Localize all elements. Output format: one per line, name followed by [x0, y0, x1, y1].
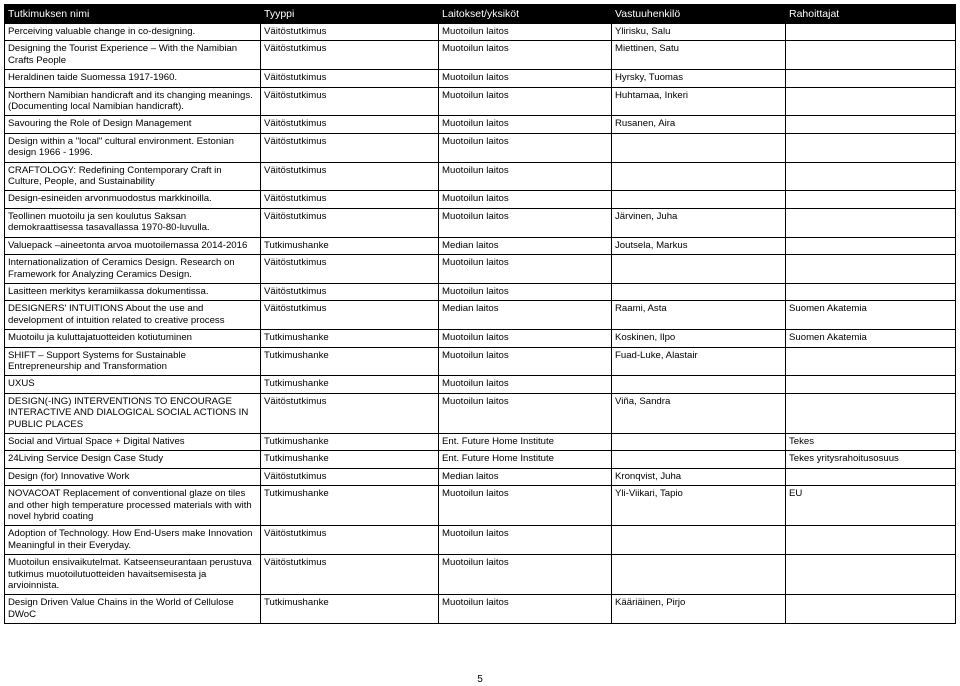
cell-title: 24Living Service Design Case Study: [5, 451, 261, 468]
cell-funder: [786, 133, 956, 162]
cell-title: Heraldinen taide Suomessa 1917-1960.: [5, 70, 261, 87]
table-row: [5, 376, 956, 393]
table-row: [5, 116, 956, 133]
cell-title: Adoption of Technology. How End-Users make Innovation Meaningful in their Everyday.: [5, 526, 261, 555]
cell-responsible: Koskinen, Ilpo: [612, 330, 786, 347]
cell-department: Muotoilun laitos: [439, 24, 612, 41]
cell-responsible: [612, 451, 786, 468]
cell-department: Ent. Future Home Institute: [439, 433, 612, 450]
cell-funder: Tekes: [786, 433, 956, 450]
column-header: Tyyppi: [261, 5, 439, 24]
cell-funder: Tekes yritysrahoitusosuus: [786, 451, 956, 468]
cell-title: UXUS: [5, 376, 261, 393]
cell-responsible: [612, 433, 786, 450]
table-row: [5, 41, 956, 70]
cell-funder: [786, 208, 956, 237]
table-row: [5, 433, 956, 450]
cell-funder: Suomen Akatemia: [786, 330, 956, 347]
table-row: [5, 468, 956, 485]
cell-funder: [786, 24, 956, 41]
cell-funder: [786, 162, 956, 191]
cell-responsible: Yli-Viikari, Tapio: [612, 486, 786, 526]
page-number: 5: [477, 674, 483, 685]
cell-funder: [786, 595, 956, 624]
cell-type: Väitöstutkimus: [261, 116, 439, 133]
header-row: [5, 5, 956, 24]
cell-type: Tutkimushanke: [261, 433, 439, 450]
cell-funder: [786, 393, 956, 433]
cell-title: Teollinen muotoilu ja sen koulutus Saksan demokraattisessa tasavallassa 1970-80-luvulla.: [5, 208, 261, 237]
research-table: [4, 4, 956, 624]
cell-title: Internationalization of Ceramics Design. Research on Framework for Analyzing Ceramics Design.: [5, 255, 261, 284]
cell-responsible: [612, 555, 786, 595]
cell-department: Muotoilun laitos: [439, 486, 612, 526]
cell-type: Tutkimushanke: [261, 347, 439, 376]
cell-responsible: Joutsela, Markus: [612, 237, 786, 254]
cell-department: Muotoilun laitos: [439, 208, 612, 237]
cell-type: Väitöstutkimus: [261, 87, 439, 116]
cell-funder: [786, 283, 956, 300]
cell-title: Designing the Tourist Experience – With the Namibian Crafts People: [5, 41, 261, 70]
cell-type: Väitöstutkimus: [261, 283, 439, 300]
table-row: [5, 393, 956, 433]
cell-type: Tutkimushanke: [261, 376, 439, 393]
cell-department: Muotoilun laitos: [439, 283, 612, 300]
cell-department: Muotoilun laitos: [439, 87, 612, 116]
cell-responsible: Kääriäinen, Pirjo: [612, 595, 786, 624]
cell-funder: [786, 41, 956, 70]
cell-responsible: Miettinen, Satu: [612, 41, 786, 70]
cell-title: Northern Namibian handicraft and its changing meanings. (Documenting local Namibian handicraft).: [5, 87, 261, 116]
cell-title: DESIGNERS' INTUITIONS About the use and development of intuition related to creative process: [5, 301, 261, 330]
cell-type: Tutkimushanke: [261, 237, 439, 254]
cell-type: Väitöstutkimus: [261, 555, 439, 595]
cell-responsible: Fuad-Luke, Alastair: [612, 347, 786, 376]
cell-funder: Suomen Akatemia: [786, 301, 956, 330]
cell-type: Väitöstutkimus: [261, 162, 439, 191]
cell-department: Median laitos: [439, 468, 612, 485]
cell-title: NOVACOAT Replacement of conventional glaze on tiles and other high temperature processed materials with with novel hybrid coating: [5, 486, 261, 526]
table-row: [5, 451, 956, 468]
cell-funder: [786, 555, 956, 595]
cell-funder: [786, 116, 956, 133]
cell-department: Muotoilun laitos: [439, 255, 612, 284]
cell-department: Muotoilun laitos: [439, 393, 612, 433]
cell-title: Savouring the Role of Design Management: [5, 116, 261, 133]
cell-department: Muotoilun laitos: [439, 526, 612, 555]
cell-responsible: Viña, Sandra: [612, 393, 786, 433]
cell-title: CRAFTOLOGY: Redefining Contemporary Craft in Culture, People, and Sustainability: [5, 162, 261, 191]
cell-type: Väitöstutkimus: [261, 191, 439, 208]
table-row: [5, 133, 956, 162]
cell-type: Tutkimushanke: [261, 486, 439, 526]
column-header: Vastuuhenkilö: [612, 5, 786, 24]
cell-title: Lasitteen merkitys keramiikassa dokumentissa.: [5, 283, 261, 300]
cell-funder: [786, 255, 956, 284]
cell-responsible: Hyrsky, Tuomas: [612, 70, 786, 87]
table-row: [5, 526, 956, 555]
table-row: [5, 486, 956, 526]
cell-responsible: [612, 162, 786, 191]
table-body: [5, 24, 956, 624]
cell-department: Median laitos: [439, 237, 612, 254]
table-row: [5, 162, 956, 191]
cell-department: Muotoilun laitos: [439, 41, 612, 70]
table-row: [5, 208, 956, 237]
cell-responsible: [612, 133, 786, 162]
cell-funder: [786, 526, 956, 555]
cell-title: Design (for) Innovative Work: [5, 468, 261, 485]
cell-responsible: [612, 283, 786, 300]
table-row: [5, 283, 956, 300]
table-row: [5, 595, 956, 624]
column-header: Laitokset/yksiköt: [439, 5, 612, 24]
cell-department: Muotoilun laitos: [439, 191, 612, 208]
cell-funder: [786, 87, 956, 116]
cell-department: Ent. Future Home Institute: [439, 451, 612, 468]
cell-title: Muotoilun ensivaikutelmat. Katseenseurantaan perustuva tutkimus muotoilutuotteiden havaitsemisesta ja arvioinnista.: [5, 555, 261, 595]
cell-title: Perceiving valuable change in co-designing.: [5, 24, 261, 41]
cell-department: Muotoilun laitos: [439, 162, 612, 191]
cell-type: Tutkimushanke: [261, 330, 439, 347]
cell-funder: [786, 70, 956, 87]
cell-title: Social and Virtual Space + Digital Natives: [5, 433, 261, 450]
table-row: [5, 255, 956, 284]
cell-type: Väitöstutkimus: [261, 255, 439, 284]
cell-department: Muotoilun laitos: [439, 70, 612, 87]
cell-type: Väitöstutkimus: [261, 133, 439, 162]
cell-responsible: Järvinen, Juha: [612, 208, 786, 237]
cell-department: Muotoilun laitos: [439, 595, 612, 624]
cell-type: Tutkimushanke: [261, 451, 439, 468]
cell-department: Muotoilun laitos: [439, 330, 612, 347]
cell-funder: [786, 347, 956, 376]
cell-responsible: Raami, Asta: [612, 301, 786, 330]
cell-type: Väitöstutkimus: [261, 70, 439, 87]
table-row: [5, 87, 956, 116]
cell-funder: EU: [786, 486, 956, 526]
cell-responsible: [612, 376, 786, 393]
table-row: [5, 347, 956, 376]
cell-department: Muotoilun laitos: [439, 376, 612, 393]
cell-type: Tutkimushanke: [261, 595, 439, 624]
column-header: Rahoittajat: [786, 5, 956, 24]
table-row: [5, 330, 956, 347]
cell-type: Väitöstutkimus: [261, 208, 439, 237]
cell-title: DESIGN(-ING) INTERVENTIONS TO ENCOURAGE INTERACTIVE AND DIALOGICAL SOCIAL ACTIONS IN PUBLIC PLACES: [5, 393, 261, 433]
cell-title: Valuepack –aineetonta arvoa muotoilemassa 2014-2016: [5, 237, 261, 254]
cell-responsible: Kronqvist, Juha: [612, 468, 786, 485]
cell-funder: [786, 191, 956, 208]
cell-department: Median laitos: [439, 301, 612, 330]
cell-responsible: [612, 526, 786, 555]
table-row: [5, 191, 956, 208]
cell-department: Muotoilun laitos: [439, 347, 612, 376]
table-row: [5, 237, 956, 254]
cell-title: Muotoilu ja kuluttajatuotteiden kotiutuminen: [5, 330, 261, 347]
cell-funder: [786, 237, 956, 254]
cell-type: Väitöstutkimus: [261, 526, 439, 555]
cell-funder: [786, 468, 956, 485]
cell-type: Väitöstutkimus: [261, 41, 439, 70]
document-page: [4, 4, 955, 624]
column-header: Tutkimuksen nimi: [5, 5, 261, 24]
cell-responsible: [612, 255, 786, 284]
cell-type: Väitöstutkimus: [261, 468, 439, 485]
table-row: [5, 555, 956, 595]
cell-type: Väitöstutkimus: [261, 24, 439, 41]
cell-responsible: [612, 191, 786, 208]
table-row: [5, 301, 956, 330]
table-header: [5, 5, 956, 24]
table-row: [5, 70, 956, 87]
cell-type: Väitöstutkimus: [261, 301, 439, 330]
cell-responsible: Huhtamaa, Inkeri: [612, 87, 786, 116]
cell-title: SHIFT – Support Systems for Sustainable Entrepreneurship and Transformation: [5, 347, 261, 376]
cell-department: Muotoilun laitos: [439, 555, 612, 595]
cell-funder: [786, 376, 956, 393]
cell-title: Design Driven Value Chains in the World of Cellulose DWoC: [5, 595, 261, 624]
cell-responsible: Rusanen, Aira: [612, 116, 786, 133]
cell-department: Muotoilun laitos: [439, 133, 612, 162]
cell-title: Design-esineiden arvonmuodostus markkinoilla.: [5, 191, 261, 208]
cell-department: Muotoilun laitos: [439, 116, 612, 133]
cell-type: Väitöstutkimus: [261, 393, 439, 433]
table-row: [5, 24, 956, 41]
cell-title: Design within a "local" cultural environment. Estonian design 1966 - 1996.: [5, 133, 261, 162]
cell-responsible: Ylirisku, Salu: [612, 24, 786, 41]
